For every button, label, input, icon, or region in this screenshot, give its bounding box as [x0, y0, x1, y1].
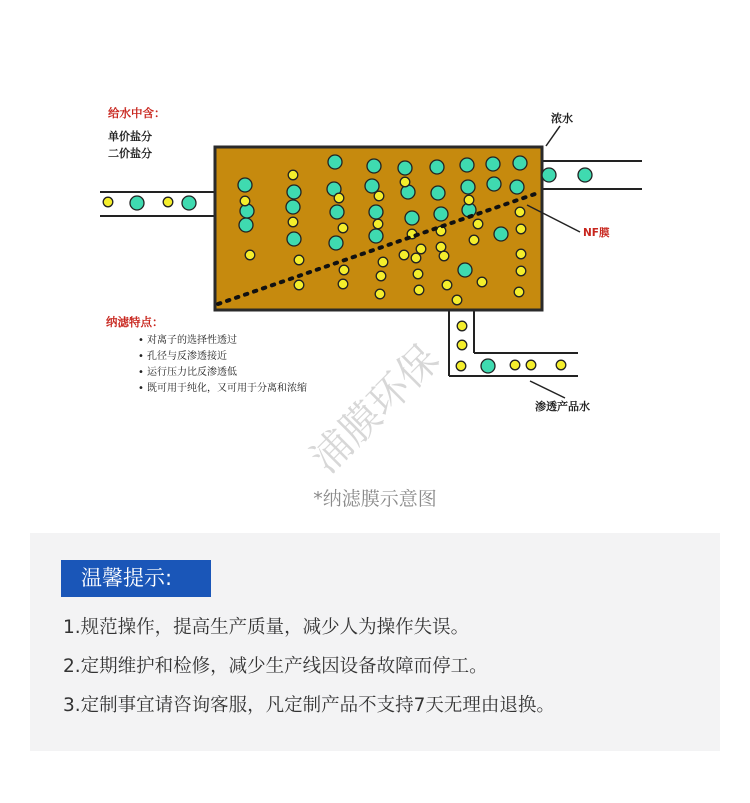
monovalent-ion — [103, 197, 113, 207]
divalent-ion — [461, 180, 475, 194]
monovalent-ion — [436, 226, 446, 236]
divalent-ion — [367, 159, 381, 173]
divalent-ion — [328, 155, 342, 169]
monovalent-ion — [442, 280, 452, 290]
feed-item-monovalent: 单价盐分 — [108, 130, 152, 143]
monovalent-ion — [374, 191, 384, 201]
feature-bullet: • — [138, 383, 144, 394]
monovalent-ion — [516, 249, 526, 259]
monovalent-ion — [338, 223, 348, 233]
feature-bullet: • — [138, 367, 144, 378]
monovalent-ion — [457, 340, 467, 350]
monovalent-ion — [399, 250, 409, 260]
divalent-ion — [287, 232, 301, 246]
monovalent-ion — [556, 360, 566, 370]
divalent-ion — [398, 161, 412, 175]
tip-item: 3.定制事宜请咨询客服，凡定制产品不支持7天无理由退换。 — [63, 695, 555, 716]
monovalent-ion — [414, 285, 424, 295]
monovalent-ion — [376, 271, 386, 281]
features-list — [138, 333, 307, 394]
monovalent-ion — [334, 193, 344, 203]
divalent-ion — [460, 158, 474, 172]
membrane-label: NF膜 — [583, 227, 610, 239]
divalent-ion — [431, 186, 445, 200]
feed-item-divalent: 二价盐分 — [108, 147, 152, 160]
monovalent-ion — [288, 217, 298, 227]
monovalent-ion — [375, 289, 385, 299]
divalent-ion — [405, 211, 419, 225]
feature-item: 运行压力比反渗透低 — [147, 367, 237, 378]
monovalent-ion — [515, 207, 525, 217]
divalent-ion — [430, 160, 444, 174]
divalent-ion — [287, 185, 301, 199]
monovalent-ion — [163, 197, 173, 207]
feature-item: 既可用于纯化，又可用于分离和浓缩 — [147, 383, 307, 394]
tips-title: 温馨提示: — [61, 560, 211, 597]
monovalent-ion — [526, 360, 536, 370]
monovalent-ion — [294, 255, 304, 265]
divalent-ion — [458, 263, 472, 277]
monovalent-ion — [240, 196, 250, 206]
divalent-ion — [182, 196, 196, 210]
divalent-ion — [239, 218, 253, 232]
monovalent-ion — [473, 219, 483, 229]
monovalent-ion — [457, 321, 467, 331]
divalent-ion — [130, 196, 144, 210]
monovalent-ion — [510, 360, 520, 370]
monovalent-ion — [338, 279, 348, 289]
divalent-ion — [365, 179, 379, 193]
permeate-label: 渗透产品水 — [535, 400, 590, 413]
divalent-ion — [238, 178, 252, 192]
divalent-ion — [369, 205, 383, 219]
monovalent-ion — [516, 266, 526, 276]
monovalent-ion — [439, 251, 449, 261]
monovalent-ion — [516, 224, 526, 234]
monovalent-ion — [378, 257, 388, 267]
monovalent-ion — [288, 170, 298, 180]
diagram-caption: *纳滤膜示意图 — [313, 488, 437, 510]
monovalent-ion — [373, 219, 383, 229]
tips-list — [63, 615, 555, 732]
monovalent-ion — [294, 280, 304, 290]
features-title: 纳滤特点： — [106, 315, 164, 329]
monovalent-ion — [436, 242, 446, 252]
divalent-ion — [329, 236, 343, 250]
monovalent-ion — [514, 287, 524, 297]
divalent-ion — [330, 205, 344, 219]
concentrate-pointer — [546, 126, 560, 146]
monovalent-ion — [416, 244, 426, 254]
monovalent-ion — [400, 177, 410, 187]
divalent-ion — [434, 207, 448, 221]
divalent-ion — [510, 180, 524, 194]
monovalent-ion — [469, 235, 479, 245]
monovalent-ion — [245, 250, 255, 260]
divalent-ion — [578, 168, 592, 182]
feature-item: 孔径与反渗透接近 — [147, 351, 227, 362]
monovalent-ion — [456, 361, 466, 371]
monovalent-ion — [411, 253, 421, 263]
divalent-ion — [542, 168, 556, 182]
permeate-pointer — [530, 381, 565, 398]
feed-title: 给水中含： — [108, 106, 166, 120]
divalent-ion — [513, 156, 527, 170]
monovalent-ion — [339, 265, 349, 275]
tips-panel — [30, 533, 720, 751]
feed-pipe — [100, 192, 216, 216]
divalent-ion — [240, 204, 254, 218]
feature-item: 对离子的选择性透过 — [147, 335, 237, 346]
tip-item: 2.定期维护和检修，减少生产线因设备故障而停工。 — [63, 656, 488, 677]
divalent-ion — [486, 157, 500, 171]
watermark: 浦膜环保 — [302, 336, 449, 483]
monovalent-ion — [413, 269, 423, 279]
tip-item: 1.规范操作，提高生产质量，减少人为操作失误。 — [63, 617, 470, 638]
feature-bullet: • — [138, 351, 144, 362]
monovalent-ion — [477, 277, 487, 287]
feature-bullet: • — [138, 335, 144, 346]
divalent-ion — [286, 200, 300, 214]
concentrate-label: 浓水 — [551, 112, 573, 125]
monovalent-ion — [452, 295, 462, 305]
monovalent-ion — [464, 195, 474, 205]
divalent-ion — [481, 359, 495, 373]
divalent-ion — [369, 229, 383, 243]
divalent-ion — [487, 177, 501, 191]
divalent-ion — [494, 227, 508, 241]
